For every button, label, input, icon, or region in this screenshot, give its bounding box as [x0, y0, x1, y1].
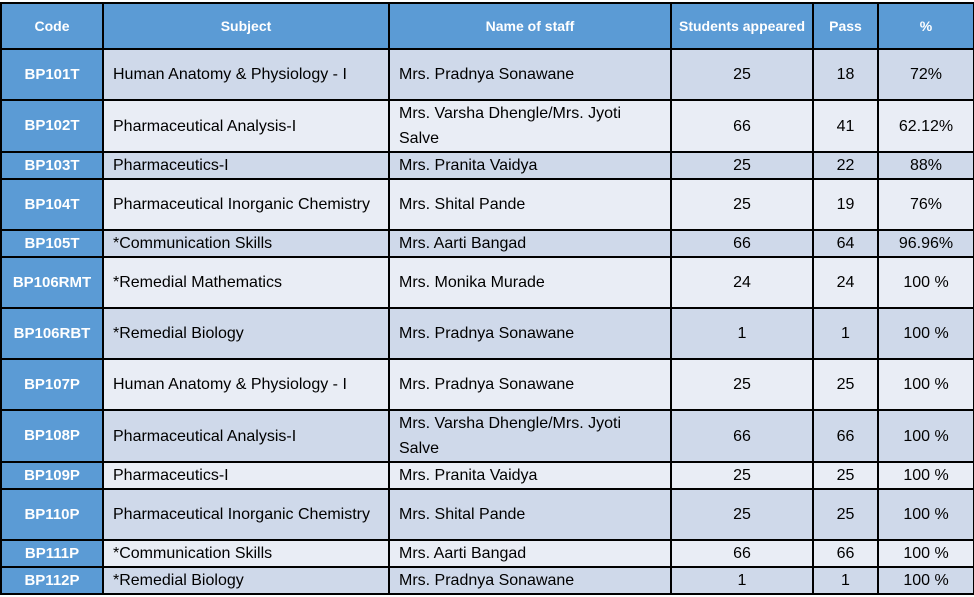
cell-subject: Pharmaceutics-I [103, 462, 389, 489]
cell-pass: 18 [813, 49, 878, 100]
cell-pass: 25 [813, 462, 878, 489]
cell-staff: Mrs. Pradnya Sonawane [389, 308, 671, 359]
table-body [1, 49, 974, 594]
cell-code: BP112P [1, 567, 103, 594]
table-row [1, 540, 974, 567]
cell-subject: Pharmaceutical Inorganic Chemistry [103, 179, 389, 230]
cell-staff: Mrs. Aarti Bangad [389, 540, 671, 567]
cell-code: BP110P [1, 489, 103, 540]
results-table [0, 2, 974, 595]
cell-subject: Pharmaceutical Analysis-I [103, 410, 389, 462]
table-row [1, 359, 974, 410]
table-row [1, 308, 974, 359]
cell-pass: 25 [813, 489, 878, 540]
cell-staff: Mrs. Pradnya Sonawane [389, 359, 671, 410]
cell-percent: 100 % [878, 308, 974, 359]
cell-students-appeared: 66 [671, 230, 813, 257]
table-row [1, 257, 974, 308]
cell-staff: Mrs. Varsha Dhengle/Mrs. Jyoti Salve [389, 100, 671, 152]
cell-pass: 41 [813, 100, 878, 152]
cell-subject: *Communication Skills [103, 230, 389, 257]
cell-staff: Mrs. Aarti Bangad [389, 230, 671, 257]
cell-students-appeared: 66 [671, 100, 813, 152]
cell-pass: 22 [813, 152, 878, 179]
table-row [1, 567, 974, 594]
cell-students-appeared: 1 [671, 567, 813, 594]
cell-percent: 100 % [878, 257, 974, 308]
header-pass: Pass [813, 3, 878, 49]
cell-code: BP101T [1, 49, 103, 100]
table-row [1, 152, 974, 179]
header-staff: Name of staff [389, 3, 671, 49]
header-code: Code [1, 3, 103, 49]
cell-pass: 24 [813, 257, 878, 308]
cell-staff: Mrs. Pradnya Sonawane [389, 567, 671, 594]
cell-subject: Human Anatomy & Physiology - I [103, 359, 389, 410]
cell-staff: Mrs. Shital Pande [389, 179, 671, 230]
cell-subject: Pharmaceutics-I [103, 152, 389, 179]
cell-subject: Pharmaceutical Analysis-I [103, 100, 389, 152]
cell-pass: 66 [813, 410, 878, 462]
header-students-appeared: Students appeared [671, 3, 813, 49]
cell-students-appeared: 25 [671, 179, 813, 230]
cell-pass: 64 [813, 230, 878, 257]
table-row [1, 230, 974, 257]
cell-code: BP105T [1, 230, 103, 257]
cell-percent: 100 % [878, 410, 974, 462]
table-row [1, 410, 974, 462]
cell-pass: 25 [813, 359, 878, 410]
cell-subject: *Remedial Biology [103, 567, 389, 594]
cell-code: BP108P [1, 410, 103, 462]
table-row [1, 49, 974, 100]
cell-students-appeared: 66 [671, 540, 813, 567]
cell-percent: 62.12% [878, 100, 974, 152]
cell-percent: 88% [878, 152, 974, 179]
cell-code: BP102T [1, 100, 103, 152]
header-subject: Subject [103, 3, 389, 49]
cell-subject: *Remedial Biology [103, 308, 389, 359]
cell-percent: 100 % [878, 540, 974, 567]
cell-code: BP106RMT [1, 257, 103, 308]
cell-percent: 72% [878, 49, 974, 100]
cell-percent: 100 % [878, 359, 974, 410]
table-row [1, 489, 974, 540]
cell-staff: Mrs. Varsha Dhengle/Mrs. Jyoti Salve [389, 410, 671, 462]
cell-students-appeared: 25 [671, 152, 813, 179]
cell-pass: 1 [813, 567, 878, 594]
cell-students-appeared: 25 [671, 359, 813, 410]
cell-subject: Human Anatomy & Physiology - I [103, 49, 389, 100]
cell-students-appeared: 1 [671, 308, 813, 359]
cell-code: BP104T [1, 179, 103, 230]
cell-code: BP109P [1, 462, 103, 489]
cell-percent: 96.96% [878, 230, 974, 257]
cell-students-appeared: 66 [671, 410, 813, 462]
cell-pass: 66 [813, 540, 878, 567]
table-row [1, 462, 974, 489]
cell-staff: Mrs. Pranita Vaidya [389, 152, 671, 179]
cell-code: BP107P [1, 359, 103, 410]
cell-subject: *Communication Skills [103, 540, 389, 567]
cell-percent: 100 % [878, 567, 974, 594]
table-row [1, 179, 974, 230]
cell-percent: 100 % [878, 462, 974, 489]
cell-students-appeared: 25 [671, 462, 813, 489]
cell-code: BP106RBT [1, 308, 103, 359]
cell-staff: Mrs. Pradnya Sonawane [389, 49, 671, 100]
cell-subject: *Remedial Mathematics [103, 257, 389, 308]
header-percent: % [878, 3, 974, 49]
cell-staff: Mrs. Monika Murade [389, 257, 671, 308]
cell-staff: Mrs. Shital Pande [389, 489, 671, 540]
cell-percent: 76% [878, 179, 974, 230]
cell-students-appeared: 25 [671, 49, 813, 100]
cell-code: BP111P [1, 540, 103, 567]
cell-students-appeared: 24 [671, 257, 813, 308]
cell-pass: 1 [813, 308, 878, 359]
table-row [1, 100, 974, 152]
cell-staff: Mrs. Pranita Vaidya [389, 462, 671, 489]
cell-subject: Pharmaceutical Inorganic Chemistry [103, 489, 389, 540]
cell-code: BP103T [1, 152, 103, 179]
cell-percent: 100 % [878, 489, 974, 540]
cell-pass: 19 [813, 179, 878, 230]
header-row [1, 3, 974, 49]
cell-students-appeared: 25 [671, 489, 813, 540]
